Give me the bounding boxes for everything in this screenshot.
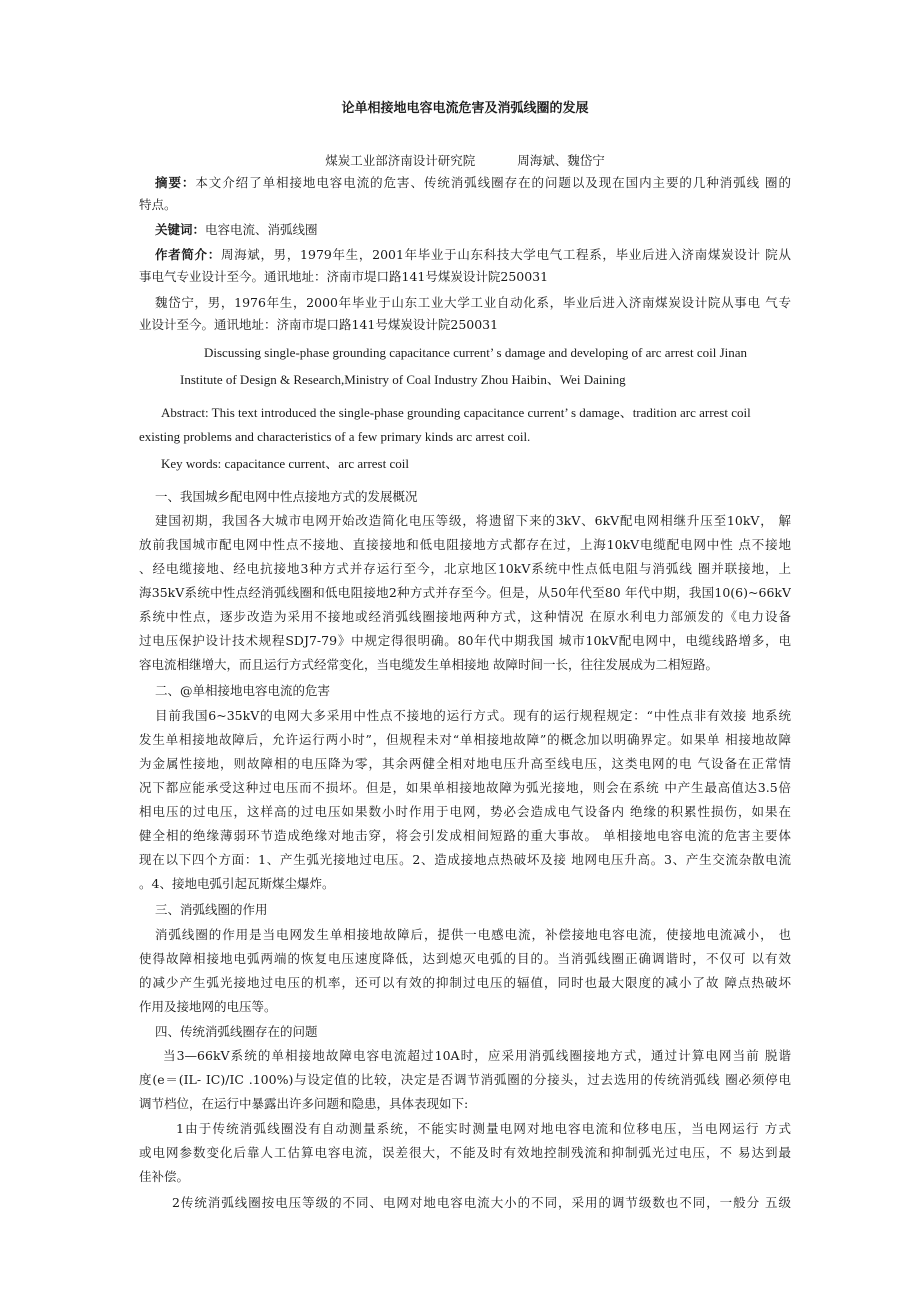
author-bio-label: 作者简介：	[155, 247, 221, 262]
english-abstract-1: Abstract: This text introduced the single-phase grounding capacitance current’ s damage、tradition arc arrest coil	[161, 405, 751, 420]
abstract-line-1: 摘要：本文介绍了单相接地电容电流的危害、传统消弧线圈存在的问题以及现在国内主要的几种消弧线 圈的	[155, 175, 791, 190]
institution: 煤炭工业部济南设计研究院	[325, 153, 476, 168]
section-4-heading: 四、传统消弧线圈存在的问题	[155, 1024, 318, 1039]
section-3-heading: 三、消弧线圈的作用	[155, 902, 268, 917]
section-3-line: 使得故障相接地电弧两端的恢复电压速度降低，达到熄灭电弧的目的。当消弧线圈正确调谐时，不仅可 以有效	[139, 951, 791, 966]
section-4-line: 佳补偿。	[139, 1169, 190, 1184]
section-2-line: 健全相的绝缘薄弱环节造成绝缘对地击穿，将会引发成相间短路的重大事故。 单相接地电容电流的危害主要体	[139, 828, 791, 843]
page-title: 论单相接地电容电流危害及消弧线圈的发展	[341, 101, 589, 116]
section-1-line: 、经电缆接地、经电抗接地3种方式并存运行至今，北京地区10kV系统中性点低电阻与消弧线 圈并联接地，上	[139, 561, 791, 576]
section-4-line: 当3—66kV系统的单相接地故障电容电流超过10A时，应采用消弧线圈接地方式，通过计算电网当前 脱谐	[163, 1048, 791, 1063]
section-1-line: 放前我国城市配电网中性点不接地、直接接地和低电阻接地方式都存在过，上海10kV电缆配电网中性 点不接地	[139, 537, 791, 552]
keywords-label: 关键词：	[155, 222, 206, 237]
section-4-line: 2传统消弧线圈按电压等级的不同、电网对地电容电流大小的不同，采用的调节级数也不同，一般分 五级	[172, 1195, 791, 1210]
section-4-line: 1由于传统消弧线圈没有自动测量系统，不能实时测量电网对地电容电流和位移电压，当电网运行 方式	[176, 1121, 791, 1136]
section-2-line: 现在以下四个方面：1、产生弧光接地过电压。2、造成接地点热破坏及接 地网电压升高。3、产生交流杂散电流	[139, 852, 791, 867]
english-keywords: Key words: capacitance current、arc arrest coil	[161, 456, 409, 471]
keywords: 关键词：电容电流、消弧线圈	[155, 222, 318, 237]
section-2-line: 目前我国6~35kV的电网大多采用中性点不接地的运行方式。现有的运行规程规定：“中性点非有效接 地系统	[155, 708, 791, 723]
section-2-line: 况下都应能承受这种过电压而不损坏。但是，如果单相接地故障为弧光接地，则会在系统 中产生最高值达3.5倍	[139, 780, 791, 795]
section-1-line: 容电流相继增大，而且运行方式经常变化，当电缆发生单相接地 故障时间一长，往往发展成为二相短路。	[139, 657, 718, 672]
section-1-line: 建国初期，我国各大城市电网开始改造简化电压等级，将遗留下来的3kV、6kV配电网相继升压至10kV， 解	[155, 513, 791, 528]
section-4-line: 度(e＝(IL- IC)/IC .100%)与设定值的比较，决定是否调节消弧圈的分接头，过去选用的传统消弧线 圈必须停电	[139, 1072, 791, 1087]
section-4-line: 调节档位，在运行中暴露出许多问题和隐患，具体表现如下:	[139, 1096, 469, 1111]
section-1-line: 过电压保护设计技术规程SDJ7-79》中规定得很明确。80年代中期我国 城市10kV配电网中，电缆线路增多，电	[139, 633, 791, 648]
section-2-line: 。4、接地电弧引起瓦斯煤尘爆炸。	[139, 876, 335, 891]
author-bio-line-1: 作者简介：周海斌，男，1979年生，2001年毕业于山东科技大学电气工程系，毕业后进入济南煤炭设计 院从	[155, 247, 791, 262]
abstract-label: 摘要：	[155, 175, 196, 190]
author-bio-line-3: 魏岱宁，男，1976年生，2000年毕业于山东工业大学工业自动化系，毕业后进入济南煤炭设计院从事电 气专	[155, 295, 791, 310]
section-1-heading: 一、我国城乡配电网中性点接地方式的发展概况	[155, 489, 418, 504]
section-2-line: 为金属性接地，则故障相的电压降为零，其余两健全相对地电压升高至线电压，这类电网的电 气设备在正常情	[139, 756, 791, 771]
english-title-2: Institute of Design & Research,Ministry of Coal Industry Zhou Haibin、Wei Daining	[180, 372, 626, 387]
authors: 周海斌、魏岱宁	[517, 153, 605, 168]
section-1-line: 系统中性点，逐步改造为采用不接地或经消弧线圈接地两种方式，这种情况 在原水利电力部颁发的《电力设备	[139, 609, 791, 624]
section-2-heading: 二、@单相接地电容电流的危害	[155, 683, 331, 698]
abstract-line-2: 特点。	[139, 197, 177, 212]
english-title-1: Discussing single-phase grounding capacitance current’ s damage and developing of arc arrest coil Jinan	[204, 345, 748, 360]
section-4-line: 或电网参数变化后靠人工估算电容电流，误差很大，不能及时有效地控制残流和抑制弧光过电压，不 易达到最	[139, 1145, 791, 1160]
section-3-line: 作用及接地网的电压等。	[139, 999, 277, 1014]
author-bio-line-2: 事电气专业设计至今。通讯地址：济南市堤口路141号煤炭设计院250031	[139, 269, 549, 284]
section-3-line: 消弧线圈的作用是当电网发生单相接地故障后，提供一电感电流，补偿接地电容电流，使接地电流减小， 也	[155, 927, 791, 942]
section-1-line: 海35kV系统中性点经消弧线圈和低电阻接地2种方式并存至今。但是，从50年代至80 年代中期，我国10(6)~66kV	[139, 585, 791, 600]
section-3-line: 的减少产生弧光接地过电压的机率，还可以有效的抑制过电压的辐值，同时也最大限度的减小了故 障点热破坏	[139, 975, 791, 990]
section-2-line: 发生单相接地故障后，允许运行两小时”，但规程未对“单相接地故障”的概念加以明确界定。如果单 相接地故障	[139, 732, 791, 747]
byline	[139, 150, 791, 172]
section-2-line: 相电压的过电压，这样高的过电压如果数小时作用于电网，势必会造成电气设备内 绝缘的积累性损伤，如果在	[139, 804, 791, 819]
author-bio-line-4: 业设计至今。通讯地址：济南市堤口路141号煤炭设计院250031	[139, 317, 499, 332]
english-abstract-2: existing problems and characteristics of a few primary kinds arc arrest coil.	[139, 429, 531, 444]
